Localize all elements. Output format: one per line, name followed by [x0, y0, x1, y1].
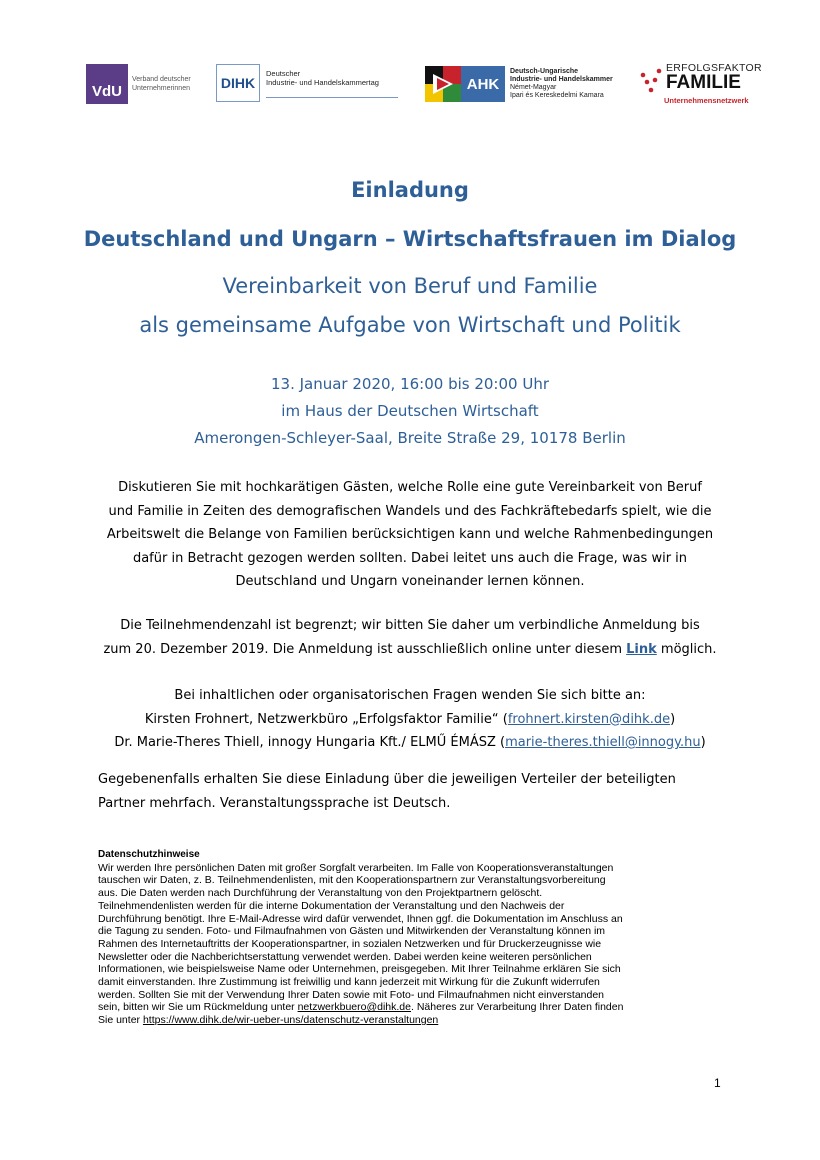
checkmark-dots-icon [640, 66, 664, 96]
privacy-line: Sie unter https://www.dihk.de/wir-ueber-uns/datenschutz-veranstaltungen [98, 1014, 439, 1027]
subheading-line2: als gemeinsame Aufgabe von Wirtschaft und Politik [139, 313, 681, 337]
vdu-logo-text: Verband deutscher Unternehmerinnen [132, 76, 191, 92]
registration-line: Die Teilnehmendenzahl ist begrenzt; wir bitten Sie daher um verbindliche Anmeldung bis [120, 618, 700, 633]
logo-row [0, 60, 820, 110]
thiell-email-link[interactable]: marie-theres.thiell@innogy.hu [505, 735, 701, 750]
ahk-line4: Ipari és Kereskedelmi Kamara [510, 92, 604, 99]
ahk-line2: Industrie- und Handelskammer [510, 76, 613, 83]
privacy-notice [98, 849, 738, 1027]
privacy-line: Informationen, wie beispielsweise Name oder Unternehmen, preisgegeben. Mit Ihrer Teilnahme erklären Sie sich [98, 963, 621, 976]
contact-paragraph [0, 684, 820, 755]
note-line: Partner mehrfach. Veranstaltungssprache ist Deutsch. [98, 795, 451, 811]
intro-line: und Familie in Zeiten des demografischen Wandels und des Fachkräftebedarfs spielt, wie die [108, 503, 712, 519]
ahk-logo-mark: AHK [461, 66, 505, 102]
privacy-line: damit einverstanden. Ihre Zustimmung ist freiwillig und kann jederzeit mit Wirkung für die Zukunft widerrufen [98, 976, 600, 989]
privacy-line: die Tagung zu senden. Foto- und Filmaufnahmen von Gästen und Mitwirkenden der Veranstaltung können im [98, 925, 606, 938]
vdu-logo [86, 64, 202, 104]
familie-line2: FAMILIE [666, 72, 741, 93]
dihk-logo-mark: DIHK [216, 64, 260, 102]
ahk-logo [425, 66, 620, 102]
privacy-url-link[interactable]: https://www.dihk.de/wir-ueber-uns/datenschutz-veranstaltungen [142, 1014, 439, 1027]
privacy-line: Durchführung benötigt. Ihre E-Mail-Adresse wird dafür verwendet, Ihnen ggf. die Dokumentation im Anschluss an [98, 912, 623, 925]
privacy-line: aus. Die Daten werden nach Durchführung der Veranstaltung von den Projektpartnern gelöscht. [98, 887, 543, 900]
registration-link[interactable]: Link [626, 641, 657, 657]
event-venue: im Haus der Deutschen Wirtschaft [281, 402, 539, 420]
ahk-line1: Deutsch-Ungarische [510, 68, 579, 75]
intro-line: Deutschland und Ungarn voneinander lernen können. [235, 574, 585, 589]
privacy-line: Rahmen des Internetauftritts der Kooperationspartner, in sozialen Netzwerken und für Druckerzeugnisse wie [98, 937, 602, 950]
ahk-flag-icon [425, 66, 461, 102]
subheading-line1: Vereinbarkeit von Beruf und Familie [222, 274, 598, 298]
dihk-line1: Deutscher [266, 68, 301, 78]
contact-intro: Bei inhaltlichen oder organisatorischen Fragen wenden Sie sich bitte an: [174, 688, 646, 703]
privacy-heading: Datenschutzhinweise [98, 849, 200, 860]
privacy-line: sein, bitten wir Sie um Rückmeldung unter netzwerkbuero@dihk.de. Näheres zur Verarbeitung Ihrer Daten finden [98, 1001, 624, 1014]
vdu-logo-mark: VdU [86, 64, 128, 104]
familie-line3: Unternehmensnetzwerk [664, 96, 749, 105]
dihk-line2: Industrie- und Handelskammertag [266, 77, 379, 87]
intro-paragraph [0, 476, 820, 594]
dihk-logo-text [266, 69, 398, 98]
registration-paragraph [0, 614, 820, 661]
familie-line1: ERFOLGSFAKTOR [666, 62, 762, 74]
title: Einladung [351, 178, 469, 202]
event-date: 13. Januar 2020, 16:00 bis 20:00 Uhr [270, 375, 549, 393]
privacy-email-link[interactable]: netzwerkbuero@dihk.de [297, 1001, 411, 1014]
privacy-line: Newsletter oder die Nachberichtserstattung verwendet werden. Dabei werden keine weiteren persönlichen [98, 950, 592, 963]
intro-line: Diskutieren Sie mit hochkarätigen Gästen, welche Rolle eine gute Vereinbarkeit von Beruf [118, 480, 702, 495]
erfolgsfaktor-familie-logo [640, 62, 770, 110]
event-address: Amerongen-Schleyer-Saal, Breite Straße 29, 10178 Berlin [194, 429, 626, 447]
privacy-line: werden. Sollten Sie mit der Verwendung Ihrer Daten sowie mit Foto- und Filmaufnahmen nicht einverstanden [98, 988, 605, 1001]
contact-frohnert: Kirsten Frohnert, Netzwerkbüro „Erfolgsfaktor Familie“ (frohnert.kirsten@dihk.de) [144, 711, 676, 727]
ahk-logo-text [510, 68, 620, 100]
ahk-line3: Német-Magyar [510, 84, 557, 91]
main-heading: Deutschland und Ungarn – Wirtschaftsfrauen im Dialog [83, 227, 737, 251]
privacy-line: Wir werden Ihre persönlichen Daten mit großer Sorgfalt verarbeiten. Im Falle von Kooperationsveranstaltungen [98, 861, 614, 874]
note-line: Gegebenenfalls erhalten Sie diese Einladung über die jeweiligen Verteiler der beteiligten [98, 772, 676, 787]
page-number: 1 [714, 1076, 721, 1090]
intro-line: Arbeitswelt die Belange von Familien berücksichtigen kann und welche Rahmenbedingungen [106, 527, 714, 542]
privacy-line: tauschen wir Daten, z. B. Teilnehmendenlisten, mit den Kooperationspartnern zur Veranstaltungsvorbereitung [98, 874, 606, 887]
contact-thiell: Dr. Marie-Theres Thiell, innogy Hungaria Kft./ ELMŰ ÉMÁSZ (marie-theres.thiell@innogy.hu) [114, 735, 706, 750]
privacy-line: Teilnehmendenlisten werden für die interne Dokumentation der Veranstaltung und den Nachweis der [98, 899, 565, 912]
note-paragraph [98, 768, 738, 815]
intro-line: dafür in Betracht gezogen werden sollten. Dabei leitet uns auch die Frage, was wir in [132, 550, 688, 566]
registration-line: zum 20. Dezember 2019. Die Anmeldung ist ausschließlich online unter diesem Link möglich. [103, 641, 717, 657]
dihk-logo [216, 64, 398, 102]
frohnert-email-link[interactable]: frohnert.kirsten@dihk.de [507, 711, 671, 727]
